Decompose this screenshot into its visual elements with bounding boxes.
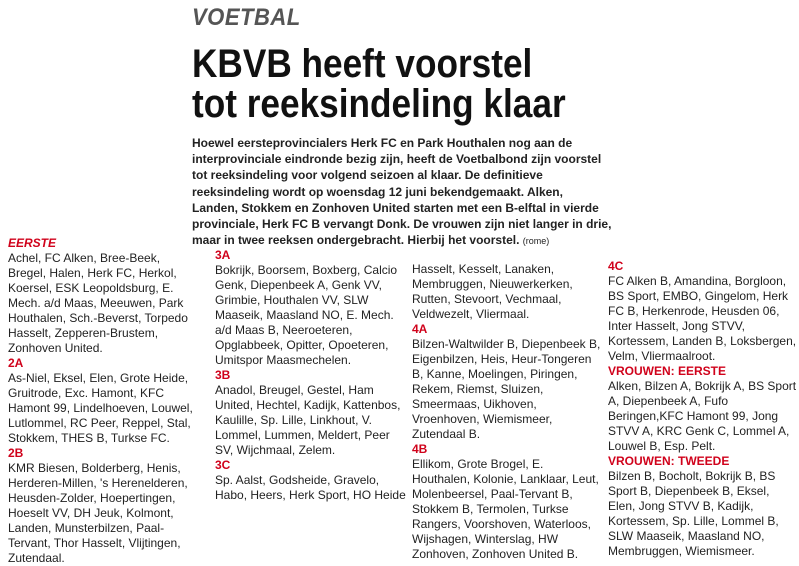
series-teams-3b: Anadol, Breugel, Gestel, Ham United, Hechtel, Kadijk, Kattenbos, Kaulille, Sp. Lille, Linkhout, V. Lommel, Lummen, Meldert, Peer SV, Wijchmaal, Zelem. — [215, 383, 401, 457]
intro-paragraph — [192, 135, 612, 249]
series-label-3a: 3A — [215, 248, 231, 262]
series-teams-2a: As-Niel, Eksel, Elen, Grote Heide, Gruitrode, Exc. Hamont, KFC Hamont 99, Lindelhoeven, Louwel, Lutlommel, RC Peer, Reppel, Stal, Stokkem, THES B, Turkse FC. — [8, 371, 193, 445]
headline-line-1: KBVB heeft voorstel — [192, 42, 533, 86]
series-label-3c: 3C — [215, 458, 231, 472]
series-label-4a: 4A — [412, 322, 428, 336]
series-teams-2b: KMR Biesen, Bolderberg, Henis, Herderen-Millen, 's Herenelderen, Heusden-Zolder, Hoepertingen, Hoeselt VV, DH Jeuk, Kolmont, Landen, Munsterbilzen, Paal-Tervant, Thor Hasselt, Vlijtingen, Zutendaal. — [8, 461, 188, 565]
series-label-2b: 2B — [8, 446, 24, 460]
section-kicker: VOETBAL — [192, 4, 301, 31]
series-teams-eerste: Achel, FC Alken, Bree-Beek, Bregel, Halen, Herk FC, Herkol, Koersel, ESK Leopoldsburg, E. Mech. a/d Maas, Meeuwen, Park Houthalen, Sch.-Beverst, Torpedo Hasselt, Zepperen-Brustem, Zonhoven United. — [8, 251, 188, 355]
series-teams-4a: Bilzen-Waltwilder B, Diepenbeek B, Eigenbilzen, Heis, Heur-Tongeren B, Kanne, Moelingen, Piringen, Rekem, Riemst, Sluizen, Smeermaas, Uikhoven, Vroenhoven, Wiemismeer, Zutendaal B. — [412, 337, 601, 441]
headline — [192, 44, 720, 124]
series-label-3b: 3B — [215, 368, 231, 382]
series-teams-4b: Ellikom, Grote Brogel, E. Houthalen, Kolonie, Lanklaar, Leut, Molenbeersel, Paal-Tervant B, Stokkem B, Termolen, Turkse Rangers, Voorshoven, Waterloos, Wijshagen, Winterslag, HW Zonhoven, Zonhoven United B. — [412, 457, 599, 561]
author-credit: (rome) — [522, 236, 550, 247]
column-1 — [8, 236, 200, 566]
series-label-4b: 4B — [412, 442, 428, 456]
series-label-eerste: EERSTE — [8, 236, 57, 250]
column-2 — [215, 248, 407, 503]
series-teams-4c: FC Alken B, Amandina, Borgloon, BS Sport, EMBO, Gingelom, Herk FC B, Herkenrode, Heusden 06, Inter Hasselt, Jong STVV, Kortessem, Landen B, Loksbergen, Velm, Vliermaalroot. — [608, 274, 797, 363]
headline-line-2: tot reeksindeling klaar — [192, 82, 566, 126]
series-label-2a: 2A — [8, 356, 24, 370]
series-teams-3c-continued: Hasselt, Kesselt, Lanaken, Membruggen, Nieuwerkerken, Rutten, Stevoort, Vechmaal, Veldwezelt, Vliermaal. — [412, 262, 573, 321]
series-teams-3c: Sp. Aalst, Godsheide, Gravelo, Habo, Heers, Herk Sport, HO Heide — [215, 473, 406, 502]
series-label-vrouwen-tweede: VROUWEN: TWEEDE — [608, 454, 730, 468]
series-teams-vrouwen-eerste: Alken, Bilzen A, Bokrijk A, BS Sport A, Diepenbeek A, Fufo Beringen,KFC Hamont 99, Jong STVV A, KRC Genk C, Lommel A, Louwel B, Esp. Pelt. — [608, 379, 797, 453]
series-label-vrouwen-eerste: VROUWEN: EERSTE — [608, 364, 727, 378]
series-label-4c: 4C — [608, 259, 624, 273]
intro-text: Hoewel eersteprovincialers Herk FC en Park Houthalen nog aan de interprovinciale eindronde bezig zijn, heeft de Voetbalbond zijn voorstel tot reeksindeling voor volgend seizoen al klaar. De definitieve reeksindeling wordt op woensdag 12 juni bekendgemaakt. Alken, Landen, Stokkem en Zonhoven United starten met een B-elftal in vierde provinciale, Herk FC B vervangt Donk. De vrouwen zijn niet langer in drie, maar in twee reeksen ondergebracht. Hierbij het voorstel. — [192, 136, 612, 248]
column-4 — [608, 259, 798, 559]
series-teams-3a: Bokrijk, Boorsem, Boxberg, Calcio Genk, Diepenbeek A, Genk VV, Grimbie, Houthalen VV, SLW Maaseik, Maasland NO, E. Mech. a/d Maas B, Neeroeteren, Opglabbeek, Opitter, Opoeteren, Umitspor Maasmechelen. — [215, 263, 398, 367]
series-teams-vrouwen-tweede: Bilzen B, Bocholt, Bokrijk B, BS Sport B, Diepenbeek B, Eksel, Elen, Jong STVV B, Kadijk, Kortessem, Sp. Lille, Lommel B, SLW Maaseik, Maasland NO, Membruggen, Wiemismeer. — [608, 469, 779, 558]
column-3 — [412, 262, 604, 562]
